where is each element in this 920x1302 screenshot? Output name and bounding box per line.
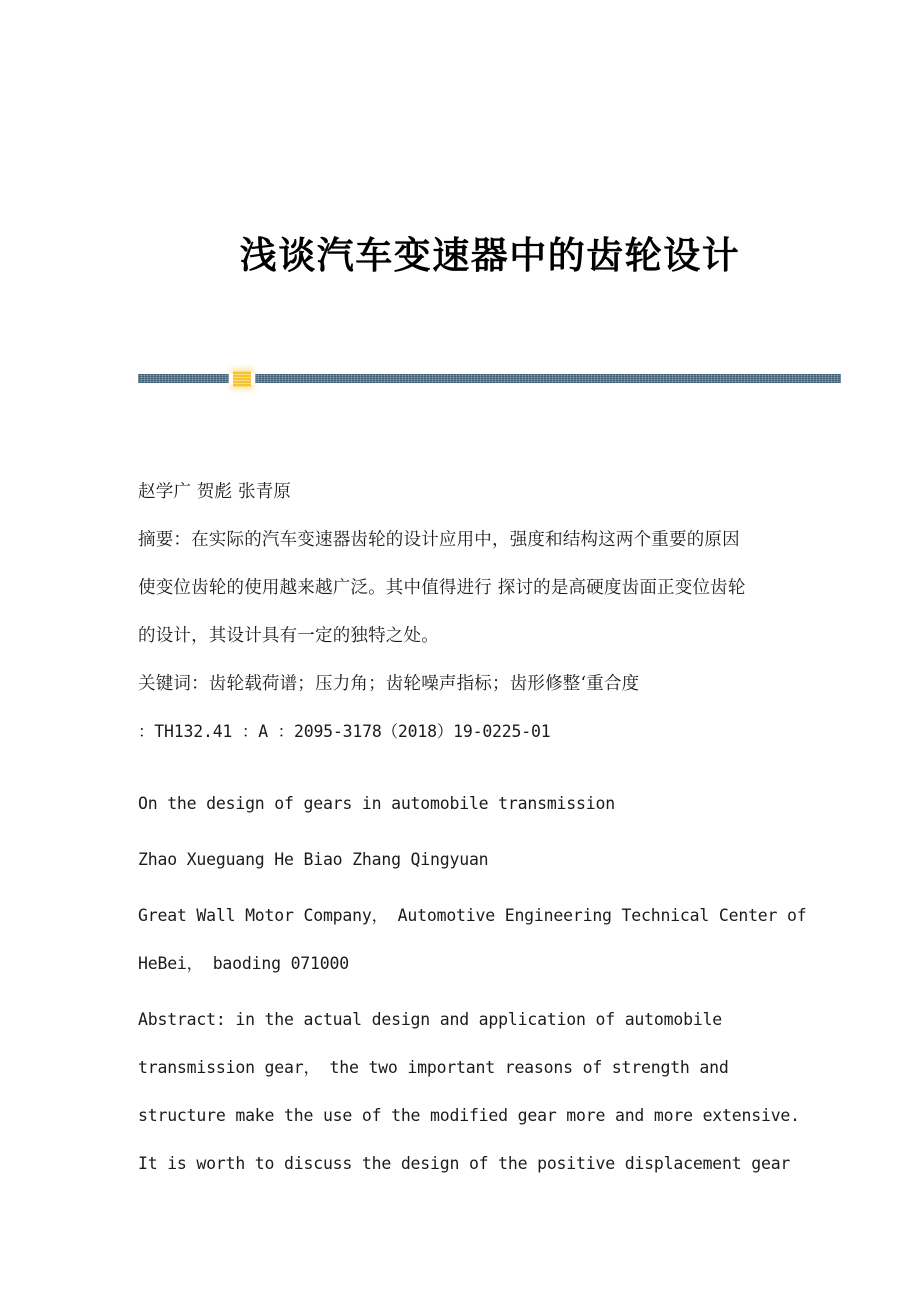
- affiliation-english: [138, 892, 844, 988]
- abstract-cn-line-1: 摘要：在实际的汽车变速器齿轮的设计应用中，强度和结构这两个重要的原因: [138, 530, 740, 550]
- abstract-english: [138, 996, 844, 1188]
- affiliation-en-line-2: HeBei， baoding 071000: [138, 954, 349, 973]
- abstract-chinese: [138, 516, 844, 660]
- page-title: 浅谈汽车变速器中的齿轮设计: [239, 232, 741, 277]
- divider-gem-accent-icon: [233, 371, 251, 387]
- authors-chinese: [138, 468, 844, 516]
- classification-line: ：TH132.41 ：A ：2095-3178（2018）19-0225-01: [138, 722, 551, 741]
- abstract-cn-line-3: 的设计，其设计具有一定的独特之处。: [138, 626, 439, 646]
- abstract-en-line-1: Abstract: in the actual design and application of automobile: [138, 1010, 723, 1029]
- title-en-line: On the design of gears in automobile transmission: [138, 794, 615, 813]
- abstract-cn-line-2: 使变位齿轮的使用越来越广泛。其中值得进行 探讨的是高硬度齿面正变位齿轮: [138, 578, 746, 598]
- authors-en-line: Zhao Xueguang He Biao Zhang Qingyuan: [138, 850, 489, 869]
- authors-english: [138, 836, 844, 884]
- abstract-en-line-2: transmission gear， the two important reasons of strength and: [138, 1058, 729, 1077]
- classification-number: [138, 708, 844, 756]
- title-english: [138, 780, 844, 828]
- keywords-chinese: [138, 660, 844, 708]
- authors-line: 赵学广 贺彪 张青原: [138, 482, 292, 502]
- abstract-en-line-4: It is worth to discuss the design of the positive displacement gear: [138, 1154, 791, 1173]
- affiliation-en-line-1: Great Wall Motor Company， Automotive Engineering Technical Center of: [138, 906, 807, 925]
- abstract-en-line-3: structure make the use of the modified gear more and more extensive.: [138, 1106, 800, 1125]
- decorative-divider: [138, 371, 841, 391]
- keywords-line: 关键词：齿轮载荷谱；压力角；齿轮噪声指标；齿形修整‘重合度: [138, 674, 640, 694]
